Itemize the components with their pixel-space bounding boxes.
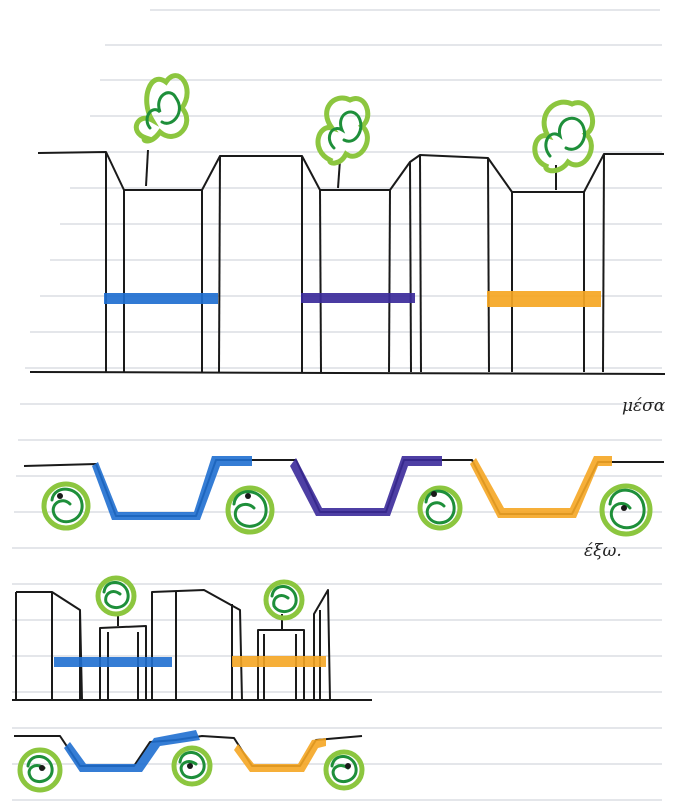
floor-band-orange bbox=[487, 291, 601, 307]
tree-icon bbox=[266, 582, 302, 618]
trough-orange bbox=[470, 456, 612, 518]
section-outside bbox=[24, 460, 664, 516]
trunk-dot bbox=[39, 765, 45, 771]
trunk-dot bbox=[431, 491, 437, 497]
tree-icon bbox=[326, 752, 362, 788]
floor-band-orange-small bbox=[232, 656, 326, 667]
floor-band-purple bbox=[301, 293, 415, 303]
trunk-dot bbox=[345, 763, 351, 769]
elevation-inside bbox=[30, 150, 665, 374]
trunk-dot bbox=[57, 493, 63, 499]
floor-band-blue bbox=[104, 293, 218, 304]
label-outside: έξω. bbox=[584, 541, 622, 561]
tree-icon bbox=[420, 488, 460, 528]
elevation-small bbox=[12, 590, 372, 700]
tree-icon bbox=[44, 484, 88, 528]
tree-icon bbox=[535, 102, 593, 171]
tree-icon bbox=[136, 76, 187, 141]
trough-orange-small bbox=[234, 738, 326, 772]
terrain-profile bbox=[24, 460, 664, 516]
tree-icon bbox=[174, 748, 210, 784]
tree-icon bbox=[20, 750, 60, 790]
roof-profile-small bbox=[16, 592, 82, 700]
label-inside: μέσα bbox=[622, 396, 666, 416]
trunk-dot bbox=[245, 493, 251, 499]
trunk-dot bbox=[187, 763, 193, 769]
ground-line bbox=[30, 372, 665, 374]
tree-icon bbox=[228, 488, 272, 532]
tree-icon bbox=[318, 98, 368, 163]
tree-icon bbox=[98, 578, 134, 614]
tree-icon bbox=[602, 486, 650, 534]
floor-band-blue-small bbox=[54, 657, 172, 667]
trunk-dot bbox=[621, 505, 627, 511]
